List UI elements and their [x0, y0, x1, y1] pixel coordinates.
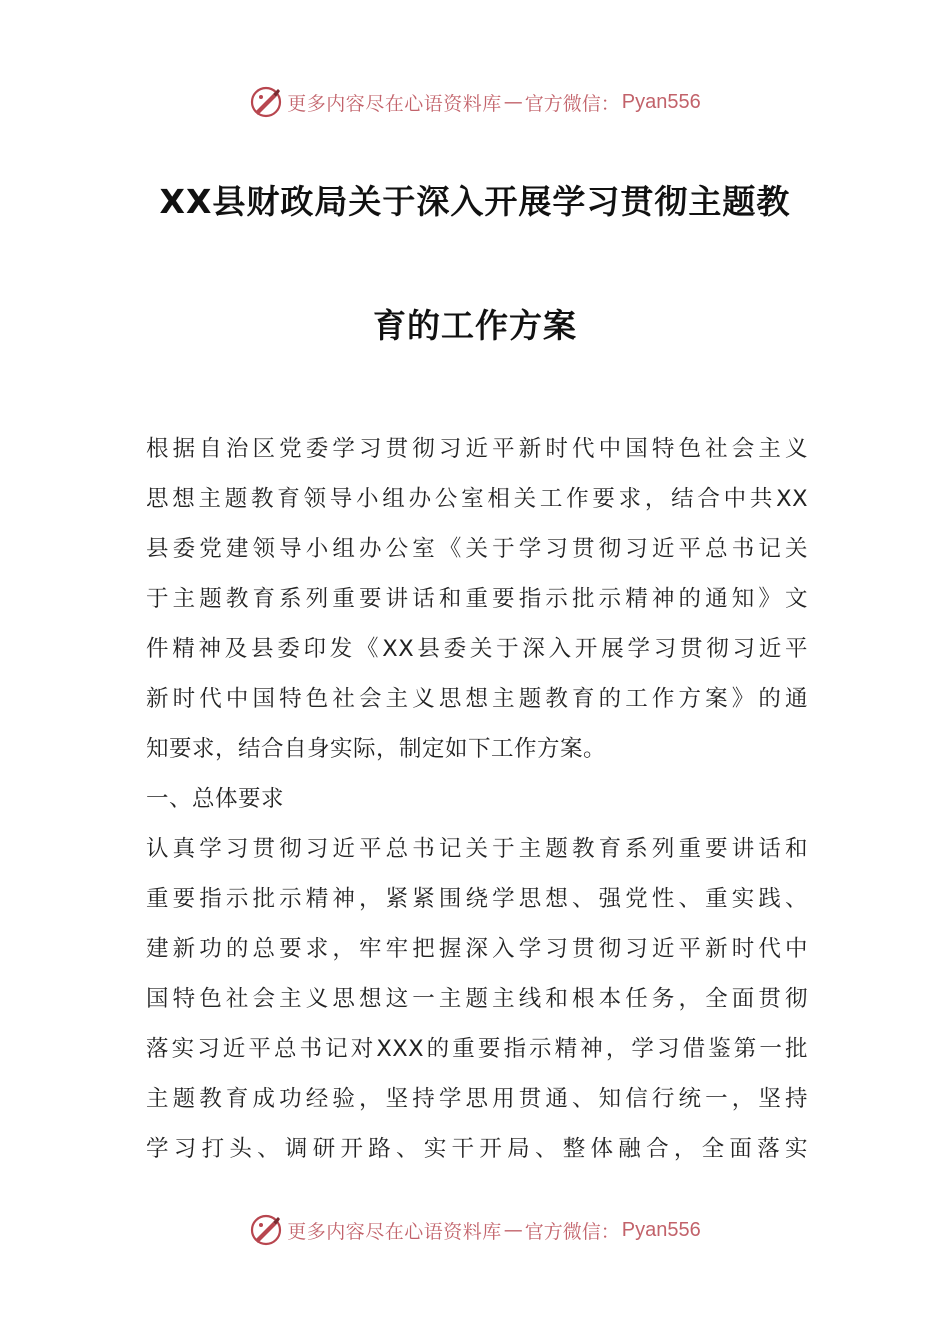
- watermark-wechat-label: 官方微信：: [524, 1220, 620, 1243]
- body-line: 新时代中国特色社会主义思想主题教育的工作方案》的通: [146, 686, 808, 712]
- watermark-wechat-label: 官方微信：: [524, 92, 620, 115]
- watermark-wechat-id: Pyan556: [621, 90, 701, 113]
- body-line: 重要指示批示精神，紧紧围绕学思想、强党性、重实践、: [146, 886, 808, 912]
- body-line: 落实习近平总书记对XXX的重要指示精神，学习借鉴第一批: [146, 1036, 808, 1062]
- document-title-line-2: 育的工作方案: [373, 306, 577, 345]
- watermark-text: 更多内容尽在心语资料库: [287, 92, 502, 115]
- watermark-dash: —: [503, 91, 523, 113]
- body-line: 学习打头、调研开路、实干开局、整体融合，全面落实: [146, 1136, 808, 1162]
- pen-logo-icon: [249, 85, 283, 119]
- body-line: 件精神及县委印发《XX县委关于深入开展学习贯彻习近平: [146, 636, 808, 662]
- body-line: 主题教育成功经验，坚持学思用贯通、知信行统一，坚持: [146, 1086, 808, 1112]
- watermark-banner-bottom: [0, 1210, 950, 1250]
- body-line: 国特色社会主义思想这一主题主线和根本任务，全面贯彻: [146, 986, 808, 1012]
- pen-logo-icon: [249, 1213, 283, 1247]
- watermark-banner-top: [0, 82, 950, 122]
- body-line: 思想主题教育领导小组办公室相关工作要求，结合中共XX: [146, 486, 808, 512]
- watermark-dash: —: [503, 1219, 523, 1241]
- body-line: 建新功的总要求，牢牢把握深入学习贯彻习近平新时代中: [146, 936, 808, 962]
- body-line: 县委党建领导小组办公室《关于学习贯彻习近平总书记关: [146, 536, 808, 562]
- document-title-line-1: XX县财政局关于深入开展学习贯彻主题教: [159, 182, 791, 221]
- watermark-wechat-id: Pyan556: [621, 1218, 701, 1241]
- body-line: 于主题教育系列重要讲话和重要指示批示精神的通知》文: [146, 586, 808, 612]
- section-heading: 一、总体要求: [146, 786, 285, 812]
- body-line: 根据自治区党委学习贯彻习近平新时代中国特色社会主义: [146, 436, 808, 462]
- body-line: 知要求，结合自身实际，制定如下工作方案。: [146, 736, 607, 762]
- body-line: 认真学习贯彻习近平总书记关于主题教育系列重要讲话和: [146, 836, 808, 862]
- document-body: [146, 424, 808, 1174]
- watermark-text: 更多内容尽在心语资料库: [287, 1220, 502, 1243]
